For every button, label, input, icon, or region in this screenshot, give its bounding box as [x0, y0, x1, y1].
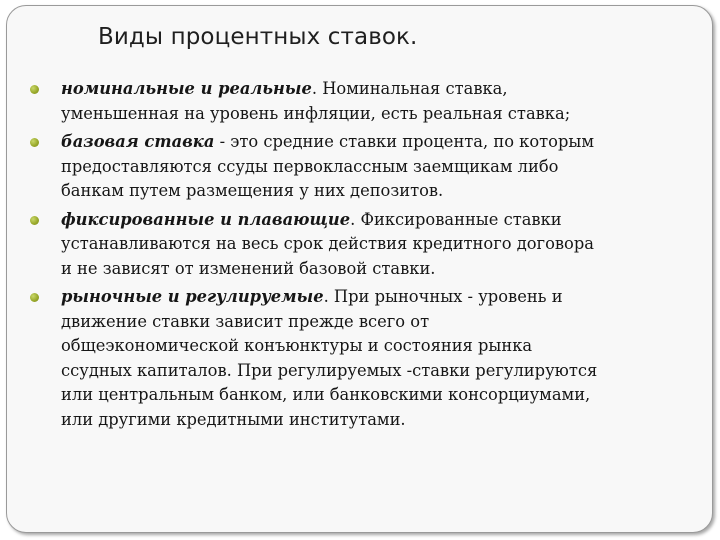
bullet-text: . Номинальная ставка,	[311, 79, 508, 98]
bullet-item-market-regulated	[27, 285, 699, 432]
bullet-dot-icon	[30, 85, 39, 94]
bullet-first-line	[61, 77, 699, 102]
bullet-text: - это средние ставки процента, по которым	[214, 132, 595, 151]
bullet-text: . При рыночных - уровень и	[323, 287, 563, 306]
bullet-term: рыночные и регулируемые	[61, 287, 324, 306]
bullet-dot-icon	[30, 138, 39, 147]
bullet-line: уменьшенная на уровень инфляции, есть реальная ставка;	[61, 103, 571, 123]
bullet-first-line	[61, 285, 699, 310]
bullet-item-fixed-floating	[27, 208, 699, 282]
slide-title: Виды процентных ставок.	[98, 24, 418, 50]
bullet-line: или центральным банком, или банковскими консорциумами,	[61, 385, 591, 404]
bullet-line: или другими кредитными институтами.	[61, 409, 406, 429]
bullet-first-line	[61, 130, 699, 155]
bullet-term: номинальные и реальные	[61, 79, 312, 98]
bullet-line: движение ставки зависит прежде всего от	[61, 311, 430, 331]
bullet-dot-icon	[30, 216, 39, 225]
bullet-list	[27, 77, 699, 436]
bullet-item-nominal-real	[27, 77, 699, 126]
bullet-first-line	[61, 208, 699, 233]
bullet-line: предоставляются ссуды первоклассным заемщикам либо	[61, 156, 559, 176]
bullet-term: фиксированные и плавающие	[61, 209, 351, 229]
bullet-item-base-rate	[27, 130, 699, 204]
bullet-line: и не зависят от изменений базовой ставки.	[61, 258, 436, 278]
bullet-line: общеэкономической конъюнктуры и состояния рынка	[61, 336, 533, 355]
bullet-dot-icon	[30, 293, 39, 302]
bullet-line: устанавливаются на весь срок действия кредитного договора	[61, 234, 594, 253]
bullet-term: базовая ставка	[61, 132, 215, 151]
bullet-text: . Фиксированные ставки	[350, 209, 562, 229]
bullet-line: банкам путем размещения у них депозитов.	[61, 181, 444, 200]
slide-frame	[6, 5, 713, 533]
bullet-line: ссудных капиталов. При регулируемых -ставки регулируются	[61, 360, 598, 380]
